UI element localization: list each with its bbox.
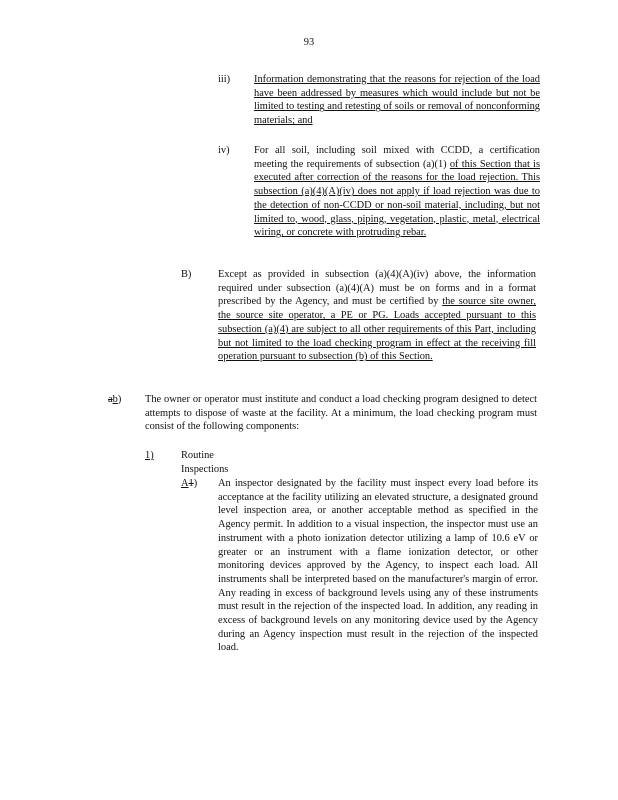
routine-inspections-label bbox=[145, 449, 181, 463]
item-iv-label: iv) bbox=[218, 145, 230, 156]
item-iv-plain-text: For all soil, including soil mixed with CCDD, a certification meeting the requirements of subsection (a)(1) bbox=[254, 145, 540, 170]
item-b-label-close: ) bbox=[117, 394, 122, 405]
item-b-label-new: b bbox=[112, 394, 118, 405]
item-b-label bbox=[108, 393, 121, 407]
item-iv-underlined-text: of this Section that is executed after correction of the reasons for the load rejection. This subsection (a)(4)(A)(iv) does not apply if load rejection was due to the detection of non-CCDD or non-soil material, including, but not limited to, wood, glass, piping, vegetation, plastic, metal, electrical wiring, or concrete with protruding rebar. bbox=[254, 158, 540, 239]
item-A1-label-close: ) bbox=[193, 478, 198, 489]
routine-inspections-title: Routine Inspections bbox=[181, 450, 229, 475]
item-B-underlined-text: the source site owner, the source site operator, a PE or PG. Loads accepted pursuant to this subsection (a)(4) are subject to all other requirements of this Part, including but not limited to the load checking program in effect at the receiving fill operation pursuant to subsection (b) of this Section. bbox=[218, 296, 536, 363]
item-iv-text bbox=[254, 144, 540, 240]
item-iii-label: iii) bbox=[218, 74, 231, 85]
item-A1-label bbox=[181, 477, 197, 491]
item-b-label-struck: a bbox=[108, 394, 113, 405]
item-b-text: The owner or operator must institute and conduct a load checking program designed to detect attempts to dispose of waste at the facility. At a minimum, the load checking program must consist of the following components: bbox=[145, 394, 537, 433]
routine-inspections-label-underlined: 1) bbox=[145, 450, 154, 461]
item-iii-underlined-text: Information demonstrating that the reasons for rejection of the load have been addressed by measures which would include but not be limited to testing and retesting of soils or removal of nonconforming materials; and bbox=[254, 74, 540, 127]
item-A1-label-new: A bbox=[181, 478, 189, 489]
item-A1-text: An inspector designated by the facility must inspect every load before its acceptance at the facility utilizing an elevated structure, a designated ground level inspection area, or another acceptable method as specified in the Agency permit. In addition to a visual inspection, the inspector must use an instrument with a photo ionization detector utilizing a lamp of 10.6 eV or greater or an instrument with a flame ionization detector, or other monitoring devices approved by the Agency, to inspect each load. All instruments shall be interpreted based on the manufacturer's margin of error. Any reading in excess of background levels using any of these instruments must result in the rejection of the inspected load. In addition, any reading in excess of background levels on any monitoring device used by the Agency during an Agency inspection must result in the rejection of the inspected load. bbox=[218, 478, 538, 654]
item-B-text bbox=[218, 268, 536, 364]
item-B-plain-text: Except as provided in subsection (a)(4)(A)(iv) above, the information required under subsection (a)(4)(A) must be on forms and in a format prescribed by the Agency, and must be certified by bbox=[218, 269, 536, 308]
item-A1-label-struck: 1 bbox=[188, 478, 194, 489]
item-B-label: B) bbox=[181, 269, 192, 280]
page-number: 93 bbox=[303, 37, 315, 48]
item-iii-text bbox=[254, 73, 540, 128]
